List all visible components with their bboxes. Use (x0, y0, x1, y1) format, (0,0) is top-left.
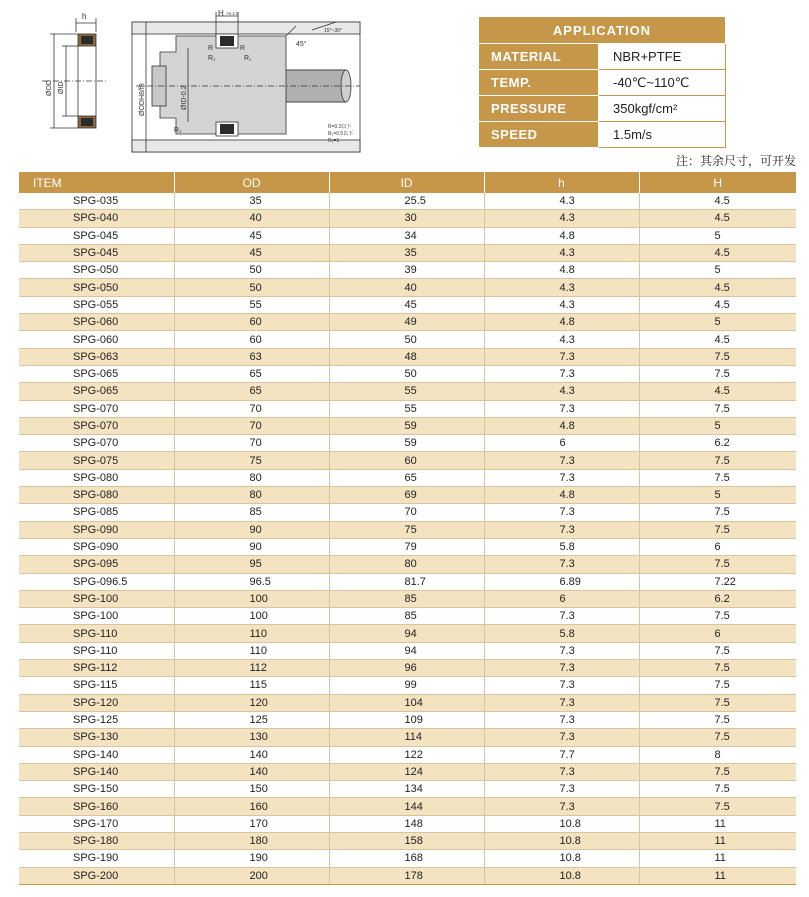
cell-h-small: 7.3 (484, 711, 639, 728)
cell-item: SPG-060 (19, 314, 174, 331)
cell-h-small: 5.8 (484, 538, 639, 555)
cell-h-big: 7.5 (639, 798, 796, 815)
cell-item: SPG-050 (19, 279, 174, 296)
cell-item: SPG-085 (19, 504, 174, 521)
cell-od: 170 (174, 815, 329, 832)
cell-od: 50 (174, 279, 329, 296)
cell-h-big: 6.2 (639, 435, 796, 452)
cell-id: 148 (329, 815, 484, 832)
cell-od: 55 (174, 296, 329, 313)
cell-id: 55 (329, 400, 484, 417)
cell-h-big: 11 (639, 815, 796, 832)
cell-h-big: 5 (639, 417, 796, 434)
radius-note-3: R₂=1 (328, 138, 340, 144)
cell-h-big: 4.5 (639, 244, 796, 261)
application-key: TEMP. (479, 70, 599, 96)
cell-item: SPG-110 (19, 642, 174, 659)
cell-h-small: 4.8 (484, 227, 639, 244)
cell-h-big: 7.5 (639, 521, 796, 538)
cell-h-small: 4.8 (484, 314, 639, 331)
cell-id: 30 (329, 210, 484, 227)
cell-h-small: 7.3 (484, 348, 639, 365)
cell-id: 85 (329, 590, 484, 607)
cell-od: 110 (174, 642, 329, 659)
radius-r-right-label: R (240, 45, 246, 52)
cell-od: 100 (174, 590, 329, 607)
cell-od: 140 (174, 746, 329, 763)
cell-item: SPG-100 (19, 590, 174, 607)
cell-od: 65 (174, 383, 329, 400)
cell-item: SPG-110 (19, 625, 174, 642)
cell-item: SPG-075 (19, 452, 174, 469)
table-row (19, 850, 796, 867)
table-row (19, 798, 796, 815)
cell-od: 45 (174, 244, 329, 261)
cell-h-small: 4.8 (484, 262, 639, 279)
table-row (19, 538, 796, 555)
cell-h-big: 11 (639, 867, 796, 884)
cell-h-small: 7.3 (484, 677, 639, 694)
cell-item: SPG-150 (19, 781, 174, 798)
spec-header-row (19, 172, 796, 193)
cell-h-small: 7.3 (484, 608, 639, 625)
cell-od: 80 (174, 487, 329, 504)
cell-id: 45 (329, 296, 484, 313)
cell-h-big: 7.5 (639, 556, 796, 573)
cell-id: 134 (329, 781, 484, 798)
cell-item: SPG-120 (19, 694, 174, 711)
cell-h-small: 4.3 (484, 279, 639, 296)
cell-od: 100 (174, 608, 329, 625)
cell-item: SPG-063 (19, 348, 174, 365)
cell-h-big: 7.5 (639, 452, 796, 469)
table-row (19, 279, 796, 296)
cell-h-small: 4.3 (484, 193, 639, 210)
cell-id: 59 (329, 435, 484, 452)
cell-id: 124 (329, 763, 484, 780)
cell-item: SPG-115 (19, 677, 174, 694)
cell-h-big: 7.5 (639, 660, 796, 677)
dim-id-tolerance-label: ØID-0.2 (181, 85, 188, 110)
application-row (479, 44, 726, 70)
cell-item: SPG-112 (19, 660, 174, 677)
cell-id: 144 (329, 798, 484, 815)
cell-od: 95 (174, 556, 329, 573)
table-row (19, 504, 796, 521)
application-title: APPLICATION (479, 17, 726, 44)
cell-h-small: 7.3 (484, 365, 639, 382)
table-row (19, 417, 796, 434)
cell-od: 110 (174, 625, 329, 642)
cell-id: 70 (329, 504, 484, 521)
cell-id: 50 (329, 331, 484, 348)
cell-item: SPG-045 (19, 227, 174, 244)
table-row (19, 348, 796, 365)
table-row (19, 763, 796, 780)
cell-h-small: 4.3 (484, 210, 639, 227)
cell-od: 70 (174, 435, 329, 452)
cell-od: 160 (174, 798, 329, 815)
cell-od: 190 (174, 850, 329, 867)
table-row (19, 677, 796, 694)
table-row (19, 711, 796, 728)
cell-h-big: 7.5 (639, 711, 796, 728)
spec-table (19, 172, 796, 885)
cell-h-small: 7.3 (484, 660, 639, 677)
table-row (19, 521, 796, 538)
cell-h-big: 5 (639, 262, 796, 279)
cell-od: 96.5 (174, 573, 329, 590)
table-row (19, 729, 796, 746)
cell-od: 130 (174, 729, 329, 746)
cell-id: 60 (329, 452, 484, 469)
cell-item: SPG-095 (19, 556, 174, 573)
table-row (19, 694, 796, 711)
cell-item: SPG-200 (19, 867, 174, 884)
cell-id: 40 (329, 279, 484, 296)
table-row (19, 660, 796, 677)
cell-item: SPG-130 (19, 729, 174, 746)
cell-id: 55 (329, 383, 484, 400)
cell-item: SPG-170 (19, 815, 174, 832)
cell-od: 150 (174, 781, 329, 798)
cell-h-big: 7.5 (639, 365, 796, 382)
cell-item: SPG-125 (19, 711, 174, 728)
cell-od: 45 (174, 227, 329, 244)
cell-item: SPG-065 (19, 383, 174, 400)
table-row (19, 832, 796, 849)
table-row (19, 193, 796, 210)
cell-id: 122 (329, 746, 484, 763)
cell-h-big: 4.5 (639, 296, 796, 313)
cell-h-small: 7.7 (484, 746, 639, 763)
table-row (19, 314, 796, 331)
cell-h-big: 5 (639, 314, 796, 331)
application-row (479, 70, 726, 96)
cell-item: SPG-070 (19, 417, 174, 434)
cell-h-small: 7.3 (484, 642, 639, 659)
table-row (19, 642, 796, 659)
cell-item: SPG-040 (19, 210, 174, 227)
cell-id: 75 (329, 521, 484, 538)
table-row (19, 383, 796, 400)
cell-od: 180 (174, 832, 329, 849)
cell-h-big: 6.2 (639, 590, 796, 607)
table-row (19, 365, 796, 382)
header-id: ID (329, 172, 484, 193)
cell-h-small: 7.3 (484, 556, 639, 573)
application-key: PRESSURE (479, 96, 599, 122)
cell-h-small: 7.3 (484, 781, 639, 798)
cell-item: SPG-045 (19, 244, 174, 261)
cell-item: SPG-070 (19, 435, 174, 452)
cell-od: 140 (174, 763, 329, 780)
cell-id: 81.7 (329, 573, 484, 590)
cell-id: 65 (329, 469, 484, 486)
application-value: NBR+PTFE (599, 44, 726, 70)
cell-item: SPG-080 (19, 487, 174, 504)
cell-od: 85 (174, 504, 329, 521)
cell-id: 96 (329, 660, 484, 677)
cell-h-big: 5 (639, 487, 796, 504)
cell-h-big: 7.22 (639, 573, 796, 590)
table-row (19, 469, 796, 486)
cell-h-small: 7.3 (484, 694, 639, 711)
header-od: OD (174, 172, 329, 193)
cell-od: 60 (174, 314, 329, 331)
cell-h-big: 6 (639, 538, 796, 555)
cell-od: 200 (174, 867, 329, 884)
cell-h-big: 11 (639, 850, 796, 867)
cell-id: 99 (329, 677, 484, 694)
dim-od-label: ØOD (46, 80, 53, 96)
application-value: 350kgf/cm² (599, 96, 726, 122)
cell-od: 112 (174, 660, 329, 677)
cell-od: 70 (174, 417, 329, 434)
dimension-note: 注：其余尺寸，可开发 (675, 154, 796, 168)
table-row (19, 815, 796, 832)
chamfer-angle-label: 15°~30° (324, 28, 343, 34)
cell-item: SPG-035 (19, 193, 174, 210)
cell-id: 104 (329, 694, 484, 711)
cell-h-small: 4.3 (484, 383, 639, 400)
cell-h-small: 7.3 (484, 763, 639, 780)
cell-id: 109 (329, 711, 484, 728)
cell-id: 79 (329, 538, 484, 555)
cell-id: 34 (329, 227, 484, 244)
cell-id: 59 (329, 417, 484, 434)
cell-h-big: 7.5 (639, 694, 796, 711)
table-row (19, 244, 796, 261)
dim-big-h-tolerance: +0.2 0 (226, 11, 239, 16)
application-row (479, 96, 726, 122)
cell-h-big: 8 (639, 746, 796, 763)
cell-od: 60 (174, 331, 329, 348)
cell-od: 65 (174, 365, 329, 382)
radius-r2-label: R₂ (174, 127, 182, 134)
table-row (19, 590, 796, 607)
cell-h-small: 6 (484, 590, 639, 607)
table-row (19, 781, 796, 798)
cell-h-small: 10.8 (484, 850, 639, 867)
cell-od: 63 (174, 348, 329, 365)
cell-id: 39 (329, 262, 484, 279)
cell-id: 178 (329, 867, 484, 884)
table-row (19, 331, 796, 348)
table-row (19, 487, 796, 504)
cell-id: 94 (329, 625, 484, 642)
application-key: SPEED (479, 122, 599, 148)
cell-item: SPG-090 (19, 521, 174, 538)
cell-h-big: 7.5 (639, 763, 796, 780)
table-row (19, 625, 796, 642)
cell-item: SPG-065 (19, 365, 174, 382)
cell-id: 80 (329, 556, 484, 573)
cell-h-small: 5.8 (484, 625, 639, 642)
cell-od: 70 (174, 400, 329, 417)
table-row (19, 867, 796, 884)
dim-big-h-label: H (218, 9, 224, 18)
cell-item: SPG-090 (19, 538, 174, 555)
cell-h-big: 7.5 (639, 348, 796, 365)
cell-h-small: 7.3 (484, 798, 639, 815)
table-row (19, 556, 796, 573)
cell-od: 40 (174, 210, 329, 227)
dim-bore-label: ØODH8/f8 (139, 83, 146, 116)
cell-h-big: 7.5 (639, 642, 796, 659)
cell-h-small: 7.3 (484, 469, 639, 486)
cell-h-small: 7.3 (484, 521, 639, 538)
header-item: ITEM (19, 172, 174, 193)
cell-item: SPG-140 (19, 763, 174, 780)
table-row (19, 608, 796, 625)
cell-h-big: 5 (639, 227, 796, 244)
cell-h-big: 4.5 (639, 279, 796, 296)
cell-h-big: 7.5 (639, 729, 796, 746)
application-row (479, 122, 726, 148)
cell-h-small: 10.8 (484, 832, 639, 849)
cell-h-small: 4.8 (484, 487, 639, 504)
cell-h-big: 11 (639, 832, 796, 849)
cell-h-big: 7.5 (639, 608, 796, 625)
cell-h-big: 4.5 (639, 193, 796, 210)
cell-h-small: 10.8 (484, 867, 639, 884)
cell-od: 80 (174, 469, 329, 486)
cell-item: SPG-060 (19, 331, 174, 348)
cell-h-big: 7.5 (639, 400, 796, 417)
cell-id: 25.5 (329, 193, 484, 210)
cell-id: 48 (329, 348, 484, 365)
table-row (19, 227, 796, 244)
cell-h-small: 4.3 (484, 296, 639, 313)
spec-table-body (19, 193, 796, 884)
header-h-big: H (639, 172, 796, 193)
cell-id: 35 (329, 244, 484, 261)
cell-id: 114 (329, 729, 484, 746)
table-row (19, 452, 796, 469)
table-row (19, 400, 796, 417)
cell-item: SPG-055 (19, 296, 174, 313)
cell-id: 49 (329, 314, 484, 331)
cell-od: 115 (174, 677, 329, 694)
cell-h-small: 6.89 (484, 573, 639, 590)
application-table (478, 16, 726, 148)
table-row (19, 435, 796, 452)
radius-r-left-label: R (208, 45, 214, 52)
cell-item: SPG-070 (19, 400, 174, 417)
cell-h-big: 7.5 (639, 504, 796, 521)
cell-h-big: 4.5 (639, 383, 796, 400)
cell-od: 75 (174, 452, 329, 469)
cell-h-small: 7.3 (484, 504, 639, 521)
cell-od: 125 (174, 711, 329, 728)
cell-id: 94 (329, 642, 484, 659)
cell-h-big: 7.5 (639, 781, 796, 798)
cell-id: 158 (329, 832, 484, 849)
header-h-small: h (484, 172, 639, 193)
cell-item: SPG-080 (19, 469, 174, 486)
cell-h-small: 7.3 (484, 729, 639, 746)
radius-r1-left-label: R₁ (208, 55, 216, 62)
cell-od: 90 (174, 538, 329, 555)
cell-h-big: 6 (639, 625, 796, 642)
cell-h-small: 7.3 (484, 400, 639, 417)
table-row (19, 210, 796, 227)
cell-item: SPG-100 (19, 608, 174, 625)
cell-od: 50 (174, 262, 329, 279)
radius-note-2: R₁=0.5以下 (328, 131, 354, 137)
dim-id-label: ØID (58, 81, 65, 94)
cell-item: SPG-160 (19, 798, 174, 815)
table-row (19, 573, 796, 590)
cell-id: 69 (329, 487, 484, 504)
table-row (19, 746, 796, 763)
cell-id: 85 (329, 608, 484, 625)
table-row (19, 262, 796, 279)
cell-item: SPG-140 (19, 746, 174, 763)
seal-section-view (42, 18, 106, 128)
cell-od: 35 (174, 193, 329, 210)
cell-item: SPG-180 (19, 832, 174, 849)
chamfer-45-label: 45° (296, 41, 307, 48)
radius-r1-right-label: R₁ (244, 55, 252, 62)
cell-h-big: 7.5 (639, 677, 796, 694)
cell-id: 168 (329, 850, 484, 867)
application-value: 1.5m/s (599, 122, 726, 148)
cell-h-small: 4.3 (484, 331, 639, 348)
cell-item: SPG-096.5 (19, 573, 174, 590)
table-row (19, 296, 796, 313)
cell-h-small: 4.8 (484, 417, 639, 434)
cell-od: 120 (174, 694, 329, 711)
cell-id: 50 (329, 365, 484, 382)
seal-drawing (40, 8, 370, 158)
cell-h-small: 7.3 (484, 452, 639, 469)
dim-h-label: h (82, 12, 87, 21)
cell-h-small: 10.8 (484, 815, 639, 832)
cell-od: 90 (174, 521, 329, 538)
cell-h-small: 6 (484, 435, 639, 452)
application-key: MATERIAL (479, 44, 599, 70)
cell-item: SPG-050 (19, 262, 174, 279)
cell-item: SPG-190 (19, 850, 174, 867)
cell-h-small: 4.3 (484, 244, 639, 261)
cell-h-big: 4.5 (639, 331, 796, 348)
cell-h-big: 4.5 (639, 210, 796, 227)
cell-h-big: 7.5 (639, 469, 796, 486)
application-value: -40℃~110℃ (599, 70, 726, 96)
radius-note-1: R=0.3以下 (328, 124, 352, 130)
